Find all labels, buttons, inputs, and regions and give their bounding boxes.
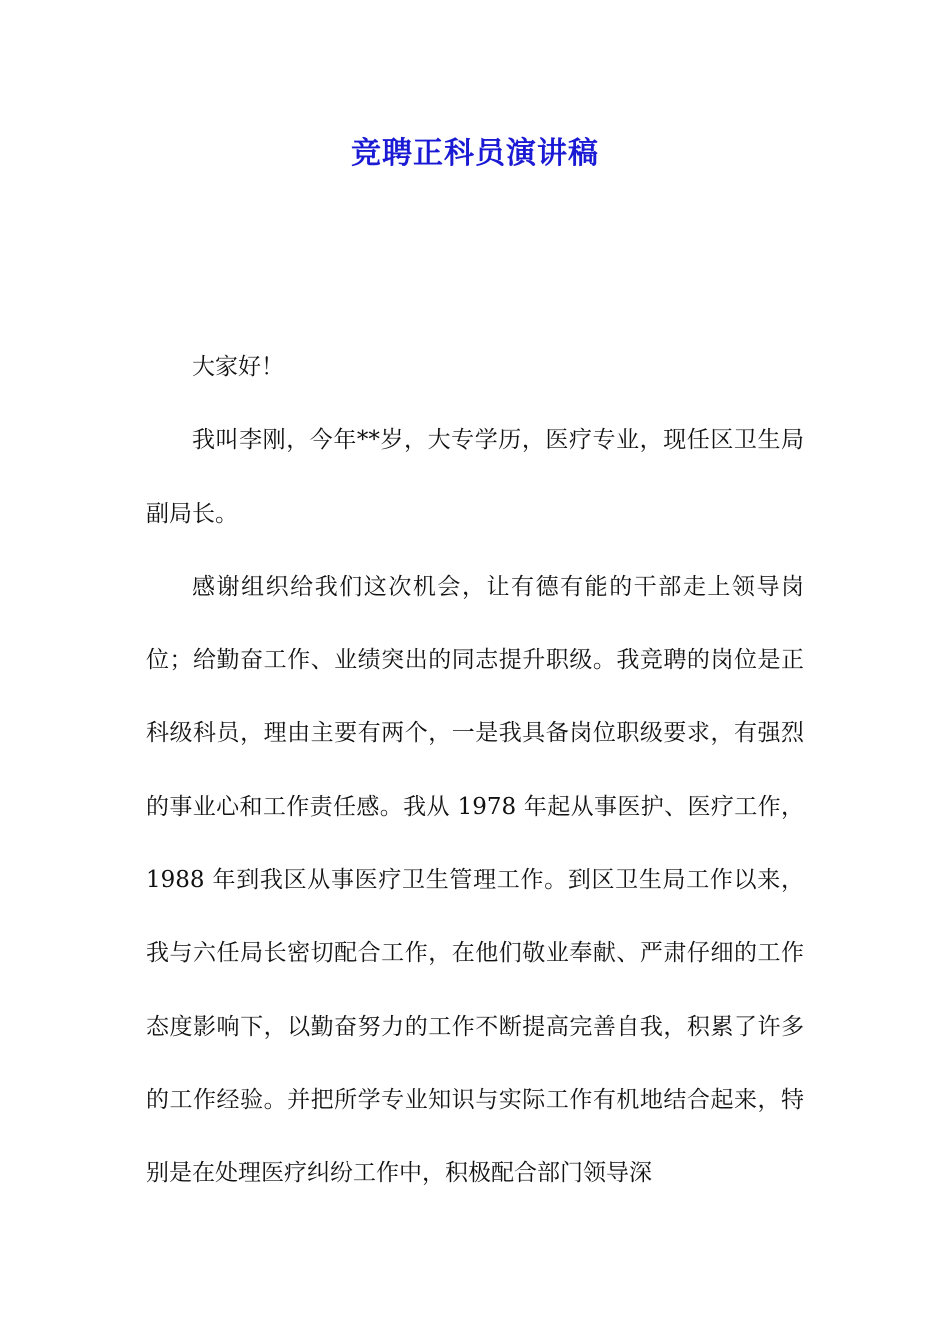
paragraph-reasons: 感谢组织给我们这次机会，让有德有能的干部走上领导岗位；给勤奋工作、业绩突出的同志提升职级。我竞聘的岗位是正科级科员，理由主要有两个，一是我具备岗位职级要求，有强烈的事业心和工作责任感。我从 1978 年起从事医护、医疗工作，1988 年到我区从事医疗卫生管理工作。到区卫生局工作以来，我与六任局长密切配合工作，在他们敬业奉献、严肃仔细的工作态度影响下，以勤奋努力的工作不断提高完善自我，积累了许多的工作经验。并把所学专业知识与实际工作有机地结合起来，特别是在处理医疗纠纷工作中，积极配合部门领导深 — [146, 573, 804, 1187]
paragraph-greeting: 大家好！ — [192, 354, 284, 380]
document-body — [146, 331, 804, 1211]
paragraph-introduction: 我叫李刚，今年**岁，大专学历，医疗专业，现任区卫生局副局长。 — [146, 427, 804, 527]
document-title: 竞聘正科员演讲稿 — [351, 136, 599, 171]
